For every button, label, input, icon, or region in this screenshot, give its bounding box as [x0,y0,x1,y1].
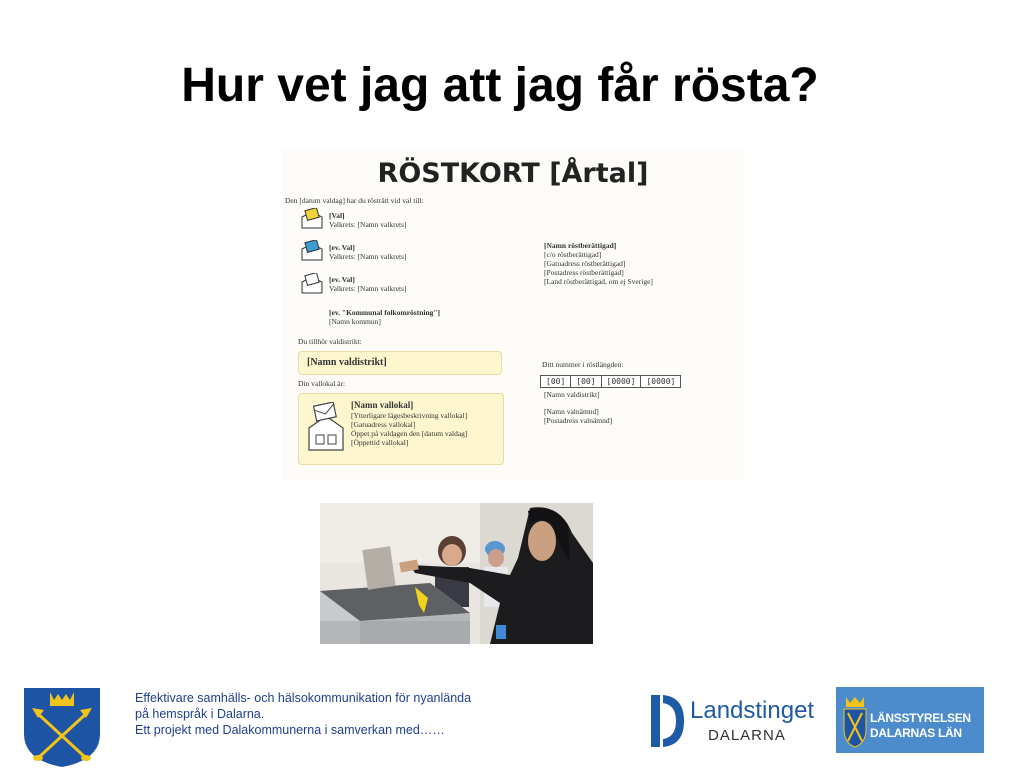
number-note: [Namn valdistrikt] [544,390,600,399]
voting-card [282,150,744,480]
recipient-name: [Namn röstberättigad] [544,241,617,250]
lansstyrelsen-dalarnas-lan-logo [836,687,984,753]
station-line-4: [Öppettid vallokal] [351,438,409,447]
landstinget-word: Landstinget [690,697,815,724]
number-label: Ditt nummer i röstlängden: [542,360,624,369]
referendum-detail: [Namn kommun] [329,317,381,326]
station-name: [Namn vallokal] [351,400,414,410]
election-2-name: [ev. Val] [329,243,355,252]
recipient-address [544,241,653,286]
landstinget-dalarna-logo [648,693,815,749]
committee-name: [Namn valnämnd] [544,407,599,416]
station-lines [351,411,467,447]
number-cell-2: [00] [570,375,601,388]
slide-title: Hur vet jag att jag får rösta? [181,59,819,112]
recipient-co: [c/o röstberättigad] [544,250,602,259]
district-box [298,351,502,375]
election-3-name: [ev. Val] [329,275,355,284]
station-line-1: [Ytterligare lägesbeskrivning vallokal] [351,411,468,420]
lst-line-1: LÄNSSTYRELSEN [870,711,971,725]
ballot-box-white-icon [299,273,325,295]
district-value: [Namn valdistrikt] [307,357,387,368]
station-label: Din vallokal är: [298,379,346,388]
number-cell-1: [00] [540,375,571,388]
committee [544,407,612,425]
number-cells [540,371,680,389]
election-2-detail: Valkrets: [Namn valkrets] [329,252,407,261]
district-label: Du tillhör valdistrikt: [298,337,362,346]
election-1-name: [Val] [329,211,345,220]
landstinget-region: DALARNA [708,727,786,744]
footer-line-1: Effektivare samhälls- och hälsokommunikation för nyanlända [135,691,472,705]
station-line-3: Öppet på valdagen den [datum valdag] [351,429,468,438]
footer-line-2: på hemspråk i Dalarna. [135,707,265,721]
footer-text [135,690,471,738]
number-cell-3: [0000] [601,375,642,388]
station-box [298,393,504,465]
card-intro: Den [datum valdag] har du rösträtt vid val till: [285,196,424,205]
committee-address: [Postadress valnämnd] [544,416,613,425]
house-envelope-icon [303,402,349,452]
ballot-box-yellow-icon [299,208,325,230]
footer-line-3: Ett projekt med Dalakommunerna i samverkan med…… [135,723,445,737]
recipient-country: [Land röstberättigad, om ej Sverige] [544,277,653,286]
landstinget-mark-icon [648,693,684,749]
election-3-detail: Valkrets: [Namn valkrets] [329,284,407,293]
ballot-box-blue-icon [299,240,325,262]
number-cell-4: [0000] [640,375,681,388]
election-1-detail: Valkrets: [Namn valkrets] [329,220,407,229]
voting-photo [320,503,593,644]
station-line-2: [Gatuadress vallokal] [351,420,416,429]
recipient-street: [Gatuadress röstberättigad] [544,259,626,268]
lansstyrelsen-crest-icon [840,691,870,749]
recipient-postal: [Postadress röstberättigad] [544,268,624,277]
lst-line-2: DALARNAS LÄN [870,726,962,740]
card-title: RÖSTKORT [Årtal] [377,158,649,189]
dalarna-coat-of-arms-logo [22,686,102,768]
referendum-name: [ev. "Kommunal folkomröstning"] [329,308,441,317]
